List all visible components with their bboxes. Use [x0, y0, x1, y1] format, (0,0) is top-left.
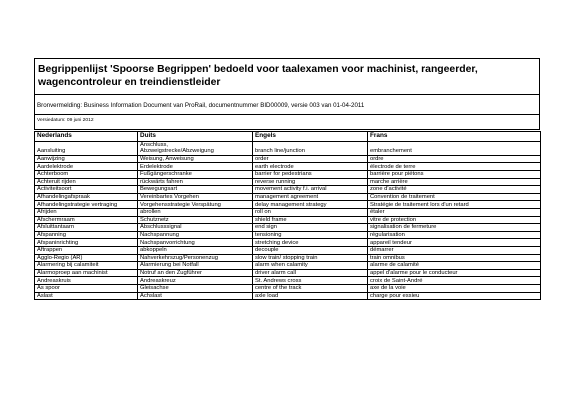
date-box: [34, 115, 540, 130]
cell-engels: reverse running: [253, 178, 368, 186]
cell-duits: Bewegungsart: [138, 186, 253, 194]
cell-frans: appareil tendeur: [368, 239, 541, 247]
cell-duits: Nachspanvorrichtung: [138, 239, 253, 247]
cell-engels: St. Andrews cross: [253, 277, 368, 285]
table-row: [35, 155, 541, 163]
cell-nederlands: Aardelektrode: [35, 163, 138, 171]
cell-frans: croix de Saint-André: [368, 277, 541, 285]
cell-duits: Vorgehensstrategie Verspätung: [138, 201, 253, 209]
cell-nederlands: Aslast: [35, 292, 138, 300]
cell-duits: abrollen: [138, 208, 253, 216]
cell-engels: movement activity f.i. arrival: [253, 186, 368, 194]
cell-nederlands: Activiteitsoort: [35, 186, 138, 194]
title-box: [34, 58, 540, 95]
cell-duits: abkoppeln: [138, 246, 253, 254]
cell-frans: démarrer: [368, 246, 541, 254]
header-frans: Frans: [368, 132, 541, 142]
cell-engels: alarm when calamity: [253, 262, 368, 270]
cell-engels: end sign: [253, 224, 368, 232]
cell-frans: Convention de traitement: [368, 193, 541, 201]
version-date: Versiedatum: 09 juni 2012: [37, 118, 94, 123]
document-page: [34, 58, 540, 300]
cell-engels: driver alarm call: [253, 269, 368, 277]
table-row: [35, 163, 541, 171]
cell-nederlands: Alarmoproep aan machinist: [35, 269, 138, 277]
cell-nederlands: Afrijden: [35, 208, 138, 216]
cell-duits: Fußgängerschranke: [138, 171, 253, 179]
cell-nederlands: Afspanning: [35, 231, 138, 239]
table-row: [35, 193, 541, 201]
cell-nederlands: Aansluiting: [35, 142, 138, 156]
cell-nederlands: Afschermraam: [35, 216, 138, 224]
cell-engels: management agreement: [253, 193, 368, 201]
table-row: [35, 254, 541, 262]
cell-duits: Schutznetz: [138, 216, 253, 224]
cell-duits: Abschlusssignal: [138, 224, 253, 232]
table-row: [35, 142, 541, 156]
cell-engels: centre of the track: [253, 284, 368, 292]
glossary-table: [34, 131, 541, 300]
cell-frans: vitre de protection: [368, 216, 541, 224]
cell-engels: axle load: [253, 292, 368, 300]
cell-frans: barrière pour piétons: [368, 171, 541, 179]
cell-engels: branch line/junction: [253, 142, 368, 156]
cell-engels: barrier for pedestrians: [253, 171, 368, 179]
header-row: [35, 132, 541, 142]
cell-duits: Nachspannung: [138, 231, 253, 239]
table-row: [35, 277, 541, 285]
source-reference: Bronvermelding: Business Information Document van ProRail, documentnummer BID00009, versie 003 van 01-04-2011: [37, 102, 365, 109]
table-row: [35, 216, 541, 224]
table-row: [35, 224, 541, 232]
cell-frans: train omnibus: [368, 254, 541, 262]
table-row: [35, 231, 541, 239]
table-row: [35, 208, 541, 216]
cell-frans: régularisation: [368, 231, 541, 239]
cell-duits: Vereinbartes Vorgehen: [138, 193, 253, 201]
cell-engels: decouple: [253, 246, 368, 254]
cell-frans: étaler: [368, 208, 541, 216]
cell-engels: tensioning: [253, 231, 368, 239]
cell-duits: Nahverkehrszug/Personenzug: [138, 254, 253, 262]
cell-frans: embranchement: [368, 142, 541, 156]
cell-duits: Alarmierung bei Notfall: [138, 262, 253, 270]
cell-nederlands: Afspaninrichting: [35, 239, 138, 247]
cell-frans: marche arrière: [368, 178, 541, 186]
cell-frans: zone d'activité: [368, 186, 541, 194]
cell-nederlands: Achteruit rijden: [35, 178, 138, 186]
cell-frans: charge pour essieu: [368, 292, 541, 300]
table-row: [35, 239, 541, 247]
cell-nederlands: Alarmering bij calamiteit: [35, 262, 138, 270]
cell-nederlands: Aanwijzing: [35, 155, 138, 163]
cell-frans: axe de la voie: [368, 284, 541, 292]
header-duits: Duits: [138, 132, 253, 142]
cell-duits: rückwärts fahren: [138, 178, 253, 186]
cell-nederlands: Afsluittantaarn: [35, 224, 138, 232]
cell-frans: appel d'alarme pour le conducteur: [368, 269, 541, 277]
cell-duits: Notruf an den Zugführer: [138, 269, 253, 277]
table-row: [35, 178, 541, 186]
table-row: [35, 262, 541, 270]
cell-engels: slow train/ stopping train: [253, 254, 368, 262]
cell-frans: Stratégie de traitement lors d'un retard: [368, 201, 541, 209]
table-row: [35, 201, 541, 209]
cell-duits: Anschluss, Abzweigstrecke/Abzweigung: [138, 142, 253, 156]
cell-duits: Achslast: [138, 292, 253, 300]
cell-engels: roll on: [253, 208, 368, 216]
source-box: [34, 95, 540, 115]
cell-engels: order: [253, 155, 368, 163]
cell-frans: alarme de calamité: [368, 262, 541, 270]
cell-nederlands: Andreaskruis: [35, 277, 138, 285]
header-engels: Engels: [253, 132, 368, 142]
cell-frans: ordre: [368, 155, 541, 163]
table-row: [35, 284, 541, 292]
cell-nederlands: As spoor: [35, 284, 138, 292]
header-nederlands: Nederlands: [35, 132, 138, 142]
cell-nederlands: Agglo-Regio (AR): [35, 254, 138, 262]
cell-engels: earth electrode: [253, 163, 368, 171]
cell-duits: Andreaskreuz: [138, 277, 253, 285]
cell-frans: électrode de terre: [368, 163, 541, 171]
cell-duits: Erdelektrode: [138, 163, 253, 171]
table-row: [35, 246, 541, 254]
cell-duits: Gleisachse: [138, 284, 253, 292]
cell-frans: signalisation de fermeture: [368, 224, 541, 232]
cell-engels: delay management strategy: [253, 201, 368, 209]
table-row: [35, 269, 541, 277]
document-title: Begrippenlijst 'Spoorse Begrippen' bedoeld voor taalexamen voor machinist, rangeerder, wagencontroleur en treindienstleider: [38, 64, 478, 88]
table-row: [35, 171, 541, 179]
table-row: [35, 292, 541, 300]
table-body: [35, 142, 541, 300]
table-row: [35, 186, 541, 194]
cell-nederlands: Achterboom: [35, 171, 138, 179]
cell-nederlands: Aftrappen: [35, 246, 138, 254]
cell-duits: Weisung, Anweisung: [138, 155, 253, 163]
cell-nederlands: Afhandelingafspraak: [35, 193, 138, 201]
cell-nederlands: Afhandelingstrategie vertraging: [35, 201, 138, 209]
cell-engels: stretching device: [253, 239, 368, 247]
cell-engels: shield frame: [253, 216, 368, 224]
